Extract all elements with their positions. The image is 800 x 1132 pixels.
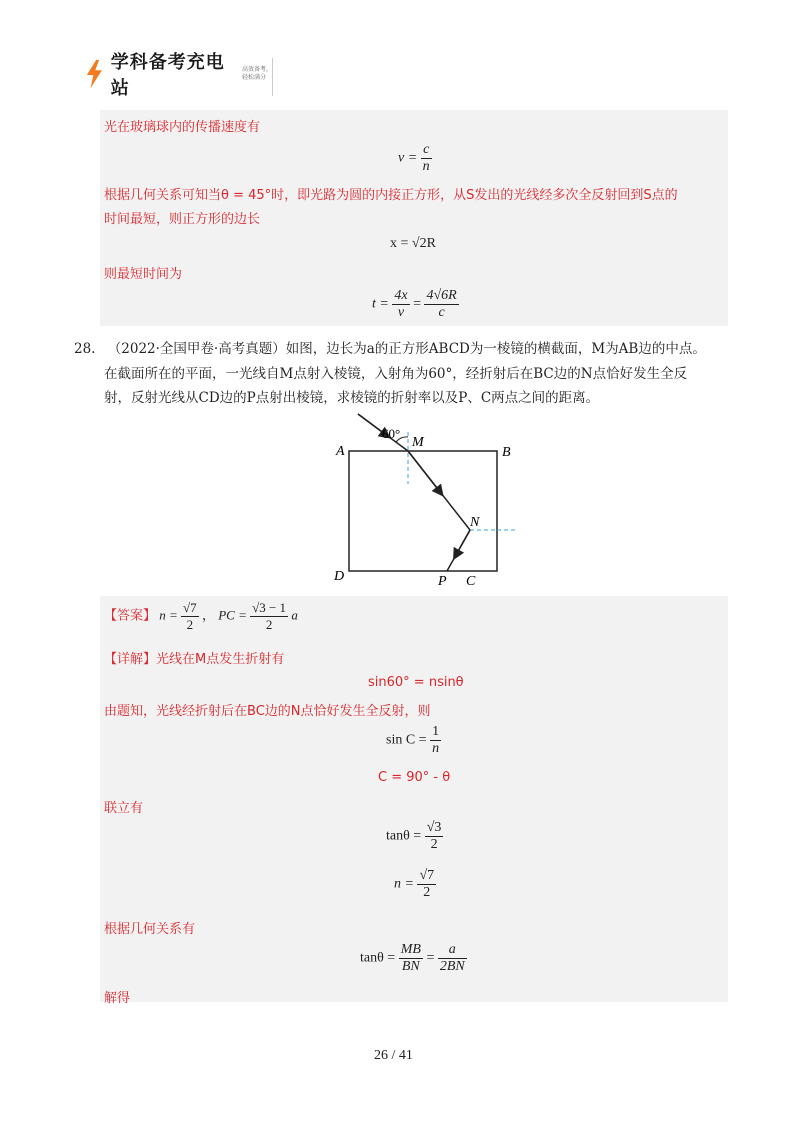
header-divider <box>272 58 273 96</box>
time-formula <box>372 288 459 321</box>
tan-formula <box>386 820 443 853</box>
speed-fraction <box>421 142 432 175</box>
label-d: D <box>334 569 345 584</box>
tan2-eq: = <box>426 950 435 966</box>
sinc-formula <box>386 724 441 757</box>
n2-fraction <box>417 868 436 901</box>
prism-figure <box>320 408 520 594</box>
reflected-arrow <box>456 530 470 555</box>
sinc-num: 1 <box>432 724 440 739</box>
question-number: 28. <box>74 341 96 357</box>
time-text: 则最短时间为 <box>104 267 183 282</box>
time-fraction-1 <box>392 288 409 321</box>
side-formula: x = √2R <box>390 236 436 251</box>
geom-text: 根据几何关系有 <box>104 922 196 937</box>
time-lhs: t = <box>372 296 389 312</box>
geom-line-1: 根据几何关系可知当θ = 45°时，即光路为圆的内接正方形，从S发出的光线经多次全反射回到S点的 <box>104 188 678 203</box>
combine-text: 联立有 <box>104 801 144 816</box>
answer-n-fraction <box>181 600 199 633</box>
time-num-2: 4√6R <box>426 288 457 303</box>
slogan-line-1: 高效备考， <box>241 66 272 73</box>
refracted-arrow <box>408 451 440 492</box>
page-number: 26 / 41 <box>374 1048 413 1063</box>
n2-num: √7 <box>419 868 435 883</box>
refraction-text: 光线在M点发生折射有 <box>156 652 285 667</box>
slogan-line-2: 轻松满分 <box>241 74 266 81</box>
answer-tag: 【答案】 <box>104 608 157 624</box>
tan-lhs: tanθ = <box>386 828 422 844</box>
tan2-fraction-1 <box>399 942 423 975</box>
sinc-lhs: sin C = <box>386 732 427 748</box>
logo-slogan <box>242 66 274 82</box>
tan2-fraction-2 <box>438 942 467 975</box>
label-c: C <box>466 574 476 589</box>
label-n: N <box>470 515 480 530</box>
speed-num: c <box>421 142 432 159</box>
tan2-lhs: tanθ = <box>360 950 396 966</box>
tan2-formula <box>360 942 467 975</box>
answer-line <box>104 600 298 633</box>
label-m: M <box>412 435 424 450</box>
time-fraction-2 <box>424 288 458 321</box>
lightning-bolt-icon <box>84 59 105 89</box>
n2-den: 2 <box>423 885 431 900</box>
question-text-1: （2022·全国甲卷·高考真题）如图，边长为a的正方形ABCD为一棱镜的横截面，M为AB边的中点。 <box>107 341 706 357</box>
detail-line-1 <box>104 648 284 667</box>
answer-n-lhs: n = <box>159 607 178 623</box>
answer-pc-num: √3 − 1 <box>252 600 287 615</box>
question-line-2: 在截面所在的平面，一光线自M点射入棱镜，入射角为60°，经折射后在BC边的N点恰好发生全反 <box>104 366 688 382</box>
label-b: B <box>502 445 511 460</box>
answer-pc-fraction <box>250 600 288 633</box>
tan-num: √3 <box>426 820 442 835</box>
geom-line-2: 时间最短，则正方形的边长 <box>104 212 261 227</box>
speed-den: n <box>422 159 430 174</box>
detail-tag: 【详解】 <box>104 652 157 667</box>
question-line-1 <box>74 337 706 357</box>
tan2-den-1: BN <box>401 959 420 974</box>
solve-text: 解得 <box>104 991 131 1006</box>
answer-pc-lhs: PC = <box>218 607 247 623</box>
label-a: A <box>336 444 345 459</box>
logo-text: 学科备考充电站 <box>110 52 225 99</box>
header-logo <box>84 52 274 99</box>
label-p: P <box>438 574 447 589</box>
n-formula <box>394 868 436 901</box>
answer-sep: ， <box>201 607 215 623</box>
time-eq: = <box>413 296 421 312</box>
question-line-3: 射，反射光线从CD边的P点射出棱镜，求棱镜的折射率以及P、C两点之间的距离。 <box>104 390 600 406</box>
angle-label: 60° <box>382 426 401 441</box>
tan2-num-2: a <box>438 942 467 959</box>
speed-formula <box>398 142 432 175</box>
refraction-formula: sin60° = nsinθ <box>368 675 464 690</box>
total-reflect-text: 由题知，光线经折射后在BC边的N点恰好发生全反射，则 <box>104 704 431 719</box>
speed-lhs: v = <box>398 150 418 166</box>
n2-lhs: n = <box>394 876 414 892</box>
answer-pc-den: 2 <box>265 617 273 632</box>
sinc-fraction <box>430 724 441 757</box>
tan2-num-1: MB <box>400 942 421 957</box>
time-num-1: 4x <box>394 288 408 303</box>
speed-text: 光在玻璃球内的传播速度有 <box>104 120 261 135</box>
time-den-1: v <box>397 305 405 320</box>
tan2-den-2: 2BN <box>439 959 465 974</box>
answer-n-num: √7 <box>183 600 197 615</box>
sinc-den: n <box>432 741 440 756</box>
tan-fraction <box>425 820 444 853</box>
answer-n-den: 2 <box>186 617 194 632</box>
time-den-2: c <box>438 305 445 320</box>
tan-den: 2 <box>430 837 438 852</box>
answer-pc-tail: a <box>291 607 298 623</box>
c-formula: C = 90° - θ <box>378 770 451 785</box>
